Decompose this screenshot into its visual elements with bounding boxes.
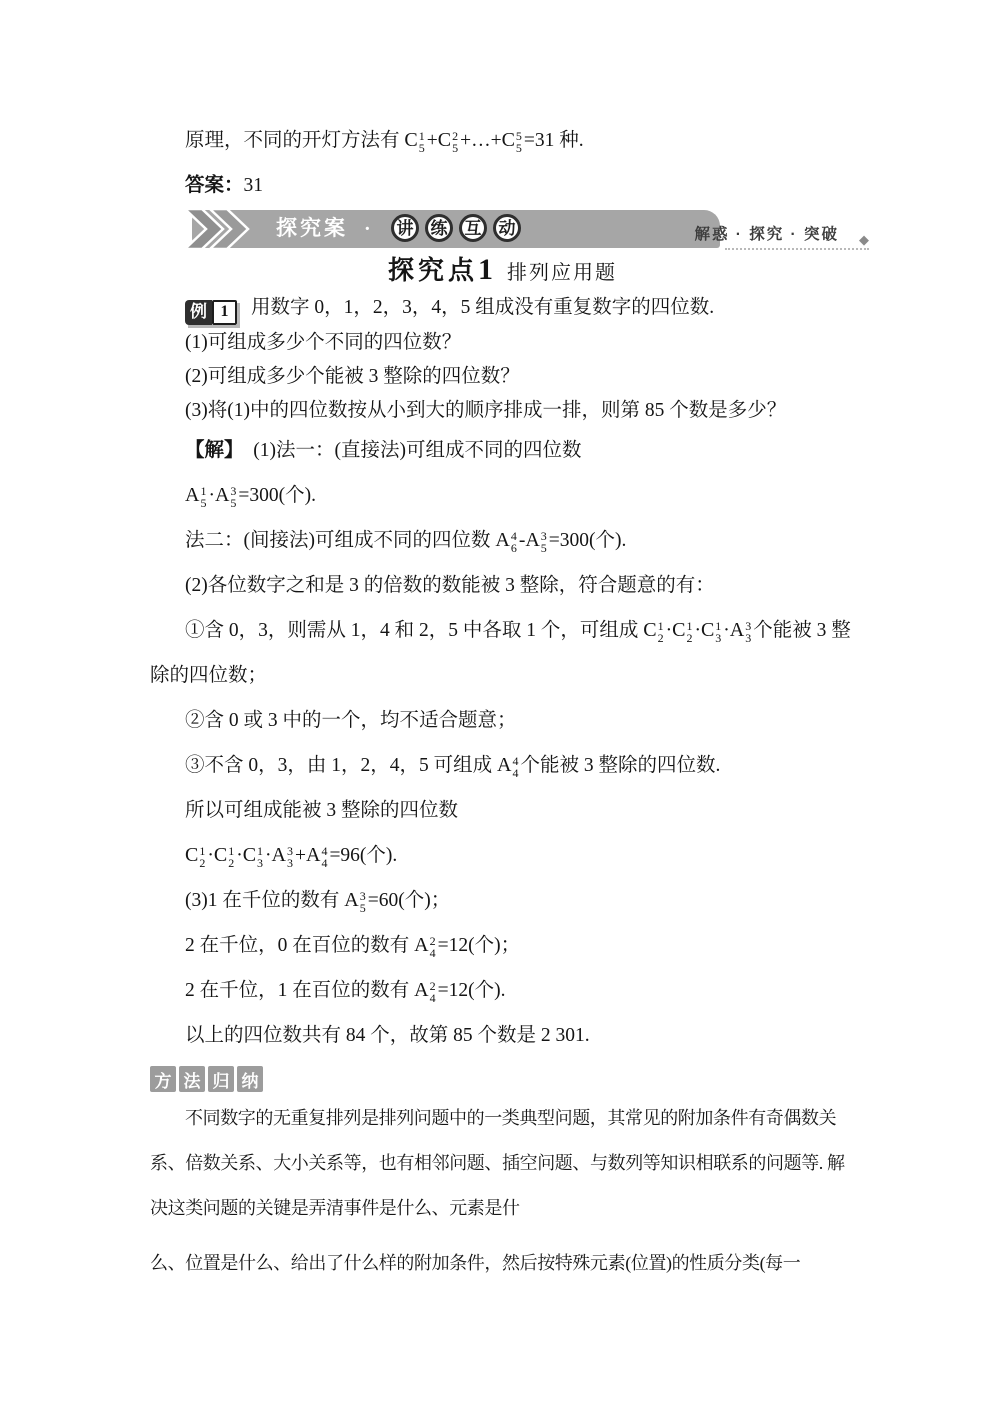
section-banner [150,210,885,250]
method-summary-continuation: 么、位置是什么、给出了什么样的附加条件，然后按特殊元素(位置)的性质分类(每一 [150,1253,801,1273]
circled-char: 讲 [391,214,419,242]
example-question: (3)将(1)中的四位数按从小到大的顺序排成一排，则第 85 个数是多少？ [185,400,787,421]
explore-point-title: 探究点 [387,255,478,285]
math-token: A 3 5 [344,888,366,915]
method-badge-char: 方 [150,1066,176,1092]
banner-separator-dot: · [364,218,371,240]
math-token: A 4 4 [305,843,328,870]
math-token: A 4 4 [497,753,519,780]
example-questions [150,326,855,428]
solution-lines [150,428,855,1058]
diamond-icon: ◆ [859,232,869,247]
method-badge-char: 纳 [237,1066,263,1092]
math-token: A 3 3 [271,843,293,870]
carryover-text: 原理，不同的开灯方法有 C 1 5 +C 2 5 +…+C 5 5 =31 种. [150,118,855,163]
example-badge-number: 1 [212,300,237,325]
solution-line: 以上的四位数共有 84 个，故第 85 个数是 2 301. [185,1025,590,1046]
solution-line: 【解】 (1)法一：(直接法)可组成不同的四位数 [185,440,582,461]
solution-line: 法二：(间接法)可组成不同的四位数 A 4 6 -A 3 5 =300(个). [150,518,855,563]
explore-point-heading [150,250,855,290]
dotted-rule [725,248,869,250]
banner-bar [192,210,720,248]
math-token: C 5 5 [501,128,522,155]
solution-line: ③不含 0，3，由 1，2，4，5 可组成 A 4 4 个能被 3 整除的四位数. [150,743,855,788]
math-token: A 3 5 [214,483,237,510]
solution-line: 2 在千位，0 在百位的数有 A 2 4 =12(个)； [150,923,855,968]
math-token: A 2 4 [414,933,436,960]
math-token: C 1 3 [242,843,264,870]
example-badge [185,300,237,325]
solution-line: C 1 2 ·C 1 2 ·C 1 3 ·A 3 3 +A 4 4 =96(个). [150,833,855,878]
example-badge-label: 例 [185,300,212,325]
explore-point-number: 1 [478,253,493,286]
explore-point-subtitle: 排列应用题 [507,262,617,284]
banner-circled-chars [388,214,524,242]
math-token: A 2 4 [414,978,436,1005]
math-token: A 1 5 [185,483,207,510]
double-chevron-icon [182,207,260,251]
example-statement: 用数字 0，1，2，3，4，5 组成没有重复数字的四位数. [251,297,715,318]
example-question: (1)可组成多少个不同的四位数？ [185,332,462,353]
method-summary-badge [150,1066,855,1093]
method-summary-paragraph: 不同数字的无重复排列是排列问题中的一类典型问题，其常见的附加条件有奇偶数关系、倍数关系、大小关系等，也有相邻问题、插空问题、与数列等知识相联系的问题等. 解决这类问题的关键是弄清事件是什么、元素是什 [150,1108,845,1218]
solution-line: A 1 5 ·A 3 5 =300(个). [150,473,855,518]
solution-line: (2)各位数字之和是 3 的倍数的数能被 3 整除，符合题意的有： [185,575,715,596]
math-token: C 1 2 [213,843,235,870]
answer-line: 答案：31 [185,175,264,196]
math-token: A 3 5 [525,528,547,555]
banner-right-slogan: 解惑 · 探究 · 突破 [694,226,839,243]
math-token: A 4 6 [495,528,517,555]
method-badge-char: 法 [179,1066,205,1092]
example-question: (2)可组成多少个能被 3 整除的四位数？ [185,366,520,387]
example-statement-line [150,290,855,326]
math-token: C 2 5 [437,128,459,155]
circled-char: 练 [425,214,453,242]
circled-char: 动 [493,214,521,242]
math-token: C 1 2 [185,843,206,870]
solution-line: ②含 0 或 3 中的一个，均不适合题意； [185,710,517,731]
circled-char: 互 [459,214,487,242]
solution-line: ①含 0，3，则需从 1，4 和 2，5 中各取 1 个，可组成 C 1 2 ·C 1 2 ·C 1 3 ·A 3 3 个能被 3 整除的四位数； [150,608,855,698]
method-badge-char: 归 [208,1066,234,1092]
math-token: A 3 3 [729,618,752,645]
solution-line: 2 在千位，1 在百位的数有 A 2 4 =12(个). [150,968,855,1013]
math-token: C 1 3 [700,618,722,645]
banner-title: 探究案 [276,217,348,240]
math-token: C 1 5 [404,128,425,155]
math-token: C 1 2 [643,618,664,645]
solution-line: (3)1 在千位的数有 A 3 5 =60(个)； [150,878,855,923]
math-token: C 1 2 [672,618,693,645]
solution-line: 所以可组成能被 3 整除的四位数 [185,800,459,821]
